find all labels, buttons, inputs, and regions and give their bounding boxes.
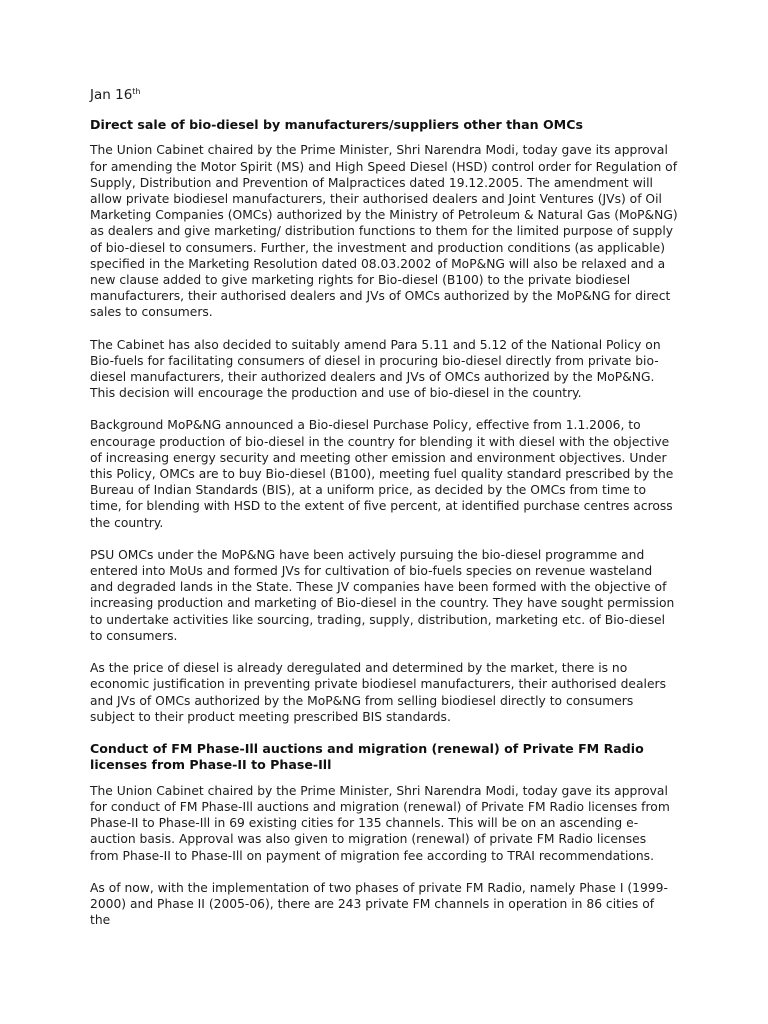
paragraph: PSU OMCs under the MoP&NG have been actively pursuing the bio-diesel programme and entered into MoUs and formed JVs for cultivation of bio-fuels species on revenue wasteland and degraded lands in the State. These JV companies have been formed with the objective of increasing production and marketing of Bio-diesel in the country. They have sought permission to undertake activities like sourcing, trading, supply, distribution, marketing etc. of Bio-diesel to consumers. — [90, 547, 675, 643]
document-page — [90, 86, 678, 944]
paragraph: The Union Cabinet chaired by the Prime Minister, Shri Narendra Modi, today gave its approval for conduct of FM Phase-Ill auctions and migration (renewal) of Private FM Radio licenses from Phase-II to Phase-Ill in 69 existing cities for 135 channels. This will be on an ascending e-auction basis. Approval was also given to migration (renewal) of private FM Radio licenses from Phase-II to Phase-Ill on payment of migration fee according to TRAI recommendations. — [90, 783, 670, 863]
date-text: Jan 16 — [90, 87, 133, 103]
section-biodiesel — [90, 117, 678, 725]
section-heading: Direct sale of bio-diesel by manufacturers/suppliers other than OMCs — [90, 117, 583, 132]
document-date — [90, 86, 678, 104]
paragraph: Background MoP&NG announced a Bio-diesel Purchase Policy, effective from 1.1.2006, to encourage production of bio-diesel in the country for blending it with diesel with the objective of increasing energy security and meeting other emission and environment objectives. Under this Policy, OMCs are to buy Bio-diesel (B100), meeting fuel quality standard prescribed by the Bureau of Indian Standards (BIS), at a uniform price, as decided by the OMCs from time to time, for blending with HSD to the extent of five percent, at identified purchase centres across the country. — [90, 418, 674, 530]
paragraph: As the price of diesel is already deregulated and determined by the market, there is no economic justification in preventing private biodiesel manufacturers, their authorised dealers and JVs of OMCs authorized by the MoP&NG from selling biodiesel directly to consumers subject to their product meeting prescribed BIS standards. — [90, 661, 666, 724]
paragraph: As of now, with the implementation of two phases of private FM Radio, namely Phase I (1999-2000) and Phase II (2005-06), there are 243 private FM channels in operation in 86 cities of the — [90, 880, 668, 928]
date-ordinal-suffix: th — [132, 87, 141, 96]
section-heading: Conduct of FM Phase-Ill auctions and migration (renewal) of Private FM Radio licenses from Phase-II to Phase-Ill — [90, 740, 644, 773]
paragraph: The Union Cabinet chaired by the Prime Minister, Shri Narendra Modi, today gave its approval for amending the Motor Spirit (MS) and High Speed Diesel (HSD) control order for Regulation of Supply, Distribution and Prevention of Malpractices dated 19.12.2005. The amendment will allow private biodiesel manufacturers, their authorised dealers and Joint Ventures (JVs) of Oil Marketing Companies (OMCs) authorized by the Ministry of Petroleum & Natural Gas (MoP&NG) as dealers and give marketing/ distribution functions to them for the limited purpose of supply of bio-diesel to consumers. Further, the investment and production conditions (as applicable) specified in the Marketing Resolution dated 08.03.2002 of MoP&NG will also be relaxed and a new clause added to give marketing rights for Bio-diesel (B100) to the private biodiesel manufacturers, their authorised dealers and JVs of OMCs authorized by the MoP&NG for direct sales to consumers. — [90, 143, 678, 320]
paragraph: The Cabinet has also decided to suitably amend Para 5.11 and 5.12 of the National Policy on Bio-fuels for facilitating consumers of diesel in procuring bio-diesel directly from private bio-diesel manufacturers, their authorized dealers and JVs of OMCs authorized by the MoP&NG. This decision will encourage the production and use of bio-diesel in the country. — [90, 337, 661, 401]
section-fm-radio — [90, 741, 678, 928]
